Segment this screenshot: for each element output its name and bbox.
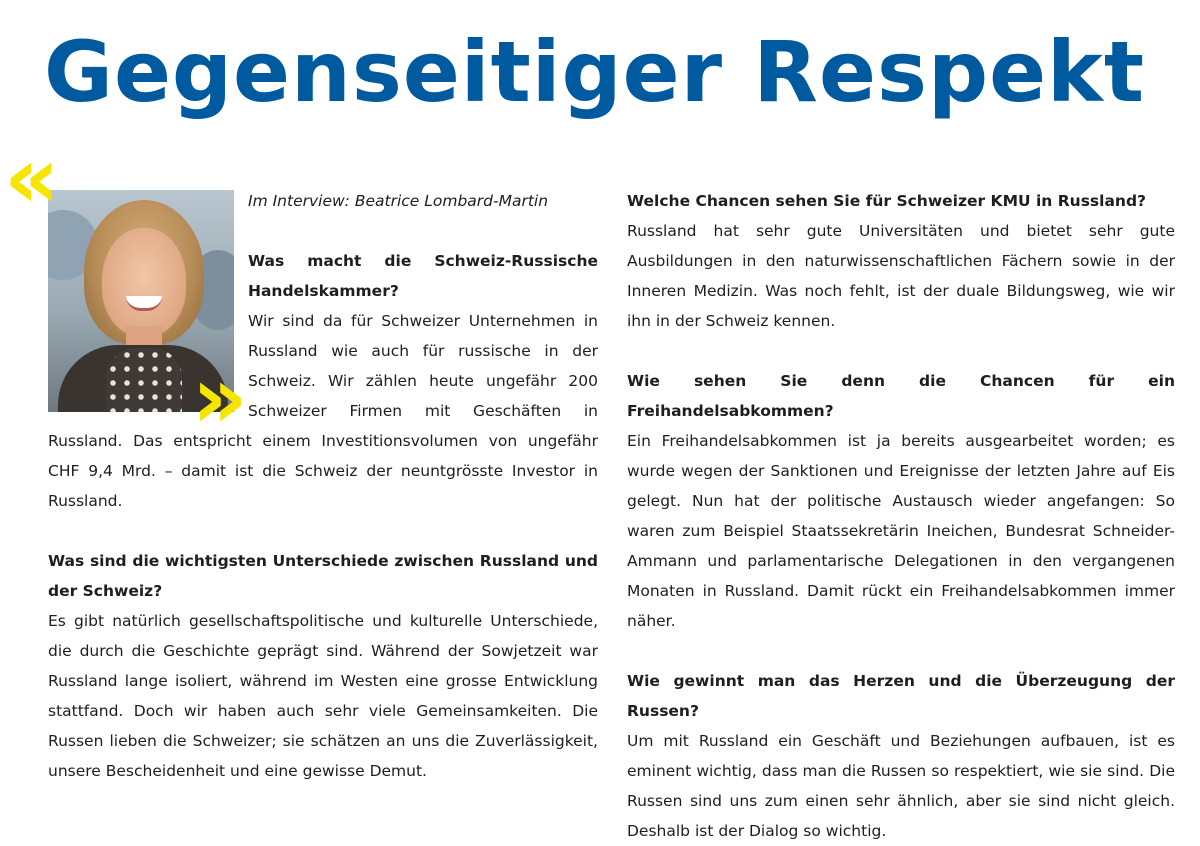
question-heading: Was sind die wichtigsten Unterschiede zwischen Russland und der Schweiz? [48,552,598,600]
page-title: Gegenseitiger Respekt [44,23,1146,121]
question-heading: Welche Chancen sehen Sie für Schweizer KMU in Russland? [627,192,1147,210]
interview-intro: Im Interview: Beatrice Lombard-Martin [248,192,549,210]
opening-quote-mark: « [4,128,60,228]
answer-paragraph: Ein Freihandelsabkommen ist ja bereits ausgearbeitet worden; es wurde wegen der Sanktionen und Ereignisse der letzten Jahre auf Eis gelegt. Nun hat der politische Austausch wieder angefangen: So waren zum Beispiel Staatssekretärin Ineichen, Bundesrat Schneider-Ammann und parlamentarische Delegationen in den vergangenen Monaten in Russland. Damit rückt ein Freihandelsabkommen immer näher. [627,432,1175,630]
question-heading: Wie gewinnt man das Herzen und die Überzeugung der Russen? [627,672,1175,720]
answer-paragraph: Es gibt natürlich gesellschaftspolitische und kulturelle Unterschiede, die durch die Geschichte geprägt sind. Während der Sowjetzeit war Russland lange isoliert, während im Westen eine grosse Entwicklung stattfand. Doch wir haben auch sehr viele Gemeinsamkeiten. Die Russen lieben die Schweizer; sie schätzen an uns die Zuverlässigkeit, unsere Bescheidenheit und eine gewisse Demut. [48,612,598,780]
answer-paragraph: Um mit Russland ein Geschäft und Beziehungen aufbauen, ist es eminent wichtig, dass man die Russen so respektiert, wie sie sind. Die Russen sind uns zum einen sehr ähnlich, aber sie sind nicht gleich. Deshalb ist der Dialog so wichtig. [627,732,1175,840]
answer-paragraph: Wir sind da für Schweizer Unternehmen in Russland wie auch für russische in der Schweiz. Wir zählen heute ungefähr 200 Schweizer Firmen mit Geschäften in Russland. Das entspricht einem Investitionsvolumen von ungefähr CHF 9,4 Mrd. – damit ist die Schweiz der neuntgrösste Investor in Russland. [48,312,598,510]
question-heading: Was macht die Schweiz-Russische Handelskammer? [248,252,598,300]
answer-paragraph: Russland hat sehr gute Universitäten und bietet sehr gute Ausbildungen in den naturwissenschaftlichen Fächern sowie in der Inneren Medizin. Was noch fehlt, ist der duale Bildungsweg, wie wir ihn in der Schweiz kennen. [627,222,1175,330]
right-column [627,186,1175,846]
closing-quote-mark: » [192,348,248,448]
question-heading: Wie sehen Sie denn die Chancen für ein Freihandelsabkommen? [627,372,1175,420]
